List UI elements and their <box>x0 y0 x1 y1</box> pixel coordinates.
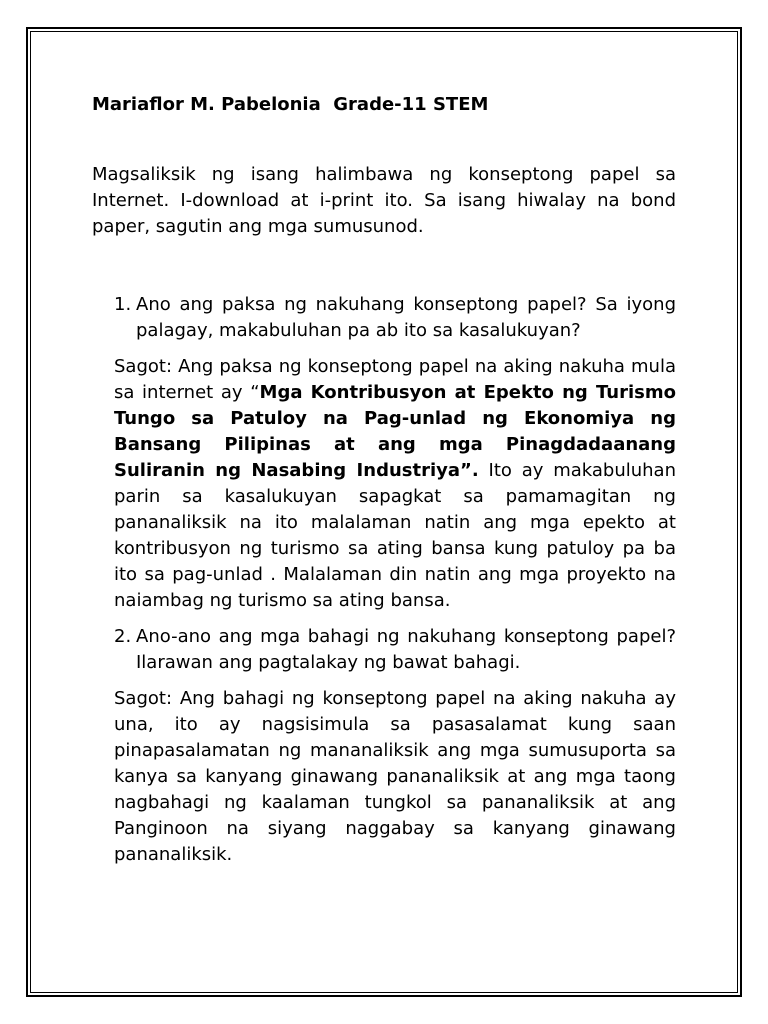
question-list <box>92 292 676 868</box>
answer-title-bold: Mga Kontribusyon at Epekto ng Turismo Tungo sa Patuloy na Pag-unlad ng Ekonomiya ng Bansang Pilipinas at ang mga Pinagdadaanang Suliranin ng Nasabing Industriya”. <box>114 382 676 481</box>
question-number: 2. <box>114 626 132 647</box>
question-text <box>92 624 676 676</box>
answer-paragraph <box>92 354 676 614</box>
answer-paragraph <box>92 686 676 868</box>
document-body <box>92 92 676 868</box>
author-header: Mariaflor M. Pabelonia Grade-11 STEM <box>92 94 489 115</box>
question-label: Ano ang paksa ng nakuhang konseptong papel? Sa iyong palagay, makabuluhan pa ab ito sa kasalukuyan? <box>136 294 676 341</box>
instructions-paragraph: Magsaliksik ng isang halimbawa ng konseptong papel sa Internet. I-download at i-print ito. Sa isang hiwalay na bond paper, sagutin ang mga sumusunod. <box>92 164 676 237</box>
answer-prefix: Sagot: Ang paksa ng konseptong papel na aking nakuha mula sa internet ay “ <box>114 356 676 403</box>
question-label: Ano-ano ang mga bahagi ng nakuhang konseptong papel? Ilarawan ang pagtalakay ng bawat bahagi. <box>136 626 676 673</box>
question-item-1 <box>92 292 676 614</box>
question-item-2 <box>92 624 676 868</box>
question-number: 1. <box>114 294 132 315</box>
answer-rest: Ito ay makabuluhan parin sa kasalukuyan sapagkat sa pamamagitan ng pananaliksik na ito malalaman natin ang mga epekto at kontribusyon ng turismo sa ating bansa kung patuloy pa ba ito sa pag-unlad . Malalaman din natin ang mga proyekto na naiambag ng turismo sa ating bansa. <box>114 460 676 611</box>
answer-prefix: Sagot: Ang bahagi ng konseptong papel na aking nakuha ay una, ito ay nagsisimula sa pasasalamat kung saan pinapasalamatan ng mananaliksik ang mga sumusuporta sa kanya sa kanyang ginawang pananaliksik at ang mga taong nagbahagi ng kaalaman tungkol sa pananaliksik at ang Panginoon na siyang naggabay sa kanyang ginawang pananaliksik. <box>114 688 676 865</box>
question-text <box>92 292 676 344</box>
